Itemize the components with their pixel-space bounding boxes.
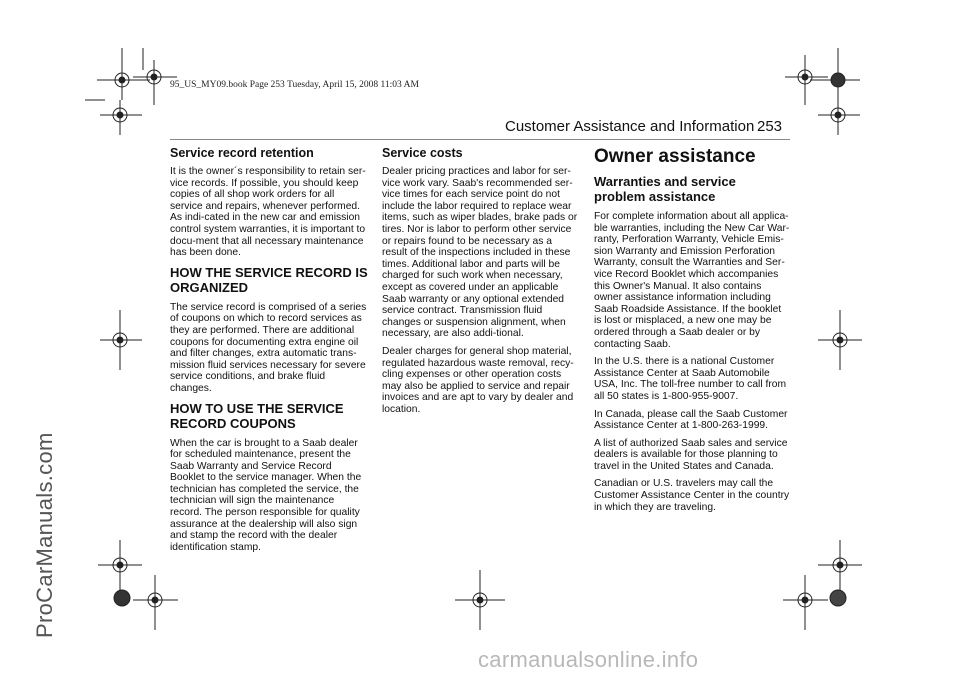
section-header-title: Customer Assistance and Information — [505, 118, 755, 135]
heading-how-to-use: HOW TO USE THE SERVICE RECORD COUPONS — [170, 400, 344, 431]
column-right — [594, 146, 790, 519]
heading-warranties: Warranties and service problem assistance — [594, 174, 736, 204]
paragraph: When the car is brought to a Saab dealer for scheduled maintenance, present the Saab Warranty and Service Record Booklet to the service manager. When the technician has completed the service, the technician will sign the maintenance record. The person responsible for quality assurance at the dealership will also sign and stamp the record with the dealer identification stamp. — [170, 437, 362, 553]
paragraph: Canadian or U.S. travelers may call the Customer Assistance Center in the country in which they are traveling. — [594, 478, 790, 513]
book-info-line: 95_US_MY09.book Page 253 Tuesday, April 15, 2008 11:03 AM — [170, 80, 419, 90]
heading-owner-assistance: Owner assistance — [594, 146, 756, 167]
side-watermark: ProCarManuals.com — [32, 432, 57, 638]
paragraph: In Canada, please call the Saab Customer Assistance Center at 1-800-263-1999. — [594, 408, 788, 432]
paragraph: A list of authorized Saab sales and service dealers is available for those planning to travel in the United States and Canada. — [594, 437, 788, 472]
paragraph: Dealer charges for general shop material, regulated hazardous waste removal, recy-cling expenses or other operation costs may also be applied to service and repair invoices and are apt to vary by dealer and location. — [382, 345, 574, 415]
column-middle — [382, 146, 578, 421]
paragraph: In the U.S. there is a national Customer Assistance Center at Saab Automobile USA, Inc. The toll-free number to call from all 50 states is 1-800-955-9007. — [594, 356, 787, 402]
column-left — [170, 146, 368, 559]
heading-how-organized: HOW THE SERVICE RECORD IS ORGANIZED — [170, 264, 368, 295]
paragraph: For complete information about all applica-ble warranties, including the New Car War-ranty, Perforation Warranty, Vehicle Emis-sion Warranty and Emission Perforation Warranty, consult the Warranties and Ser-vice Record Booklet which accompanies this Owner's Manual. It also contains owner assistance information including Saab Roadside Assistance. If the booklet is lost or misplaced, a new one may be ordered through a Saab dealer or by contacting Saab. — [594, 211, 790, 350]
heading-service-record-retention: Service record retention — [170, 146, 314, 160]
heading-service-costs: Service costs — [382, 146, 463, 160]
page-number: 253 — [757, 118, 783, 135]
paragraph: Dealer pricing practices and labor for ser-vice work vary. Saab's recommended ser-vice times for each service point do not include the labor required to replace wear items, such as wiper blades, brake pads or tires. Nor is labor to perform other service or repairs found to be necessary as a result of the inspections included in these times. Additional labor and parts will be charged for such work when necessary, except as covered under an applicable Saab warranty or any optional extended service contract. Transmission fluid changes or suspension alignment, when necessary, are also addi-tional. — [382, 166, 578, 340]
header-rule — [170, 139, 790, 140]
bottom-watermark: carmanualsonline.info — [478, 647, 699, 672]
paragraph: The service record is comprised of a series of coupons on which to record services as they are performed. There are additional coupons for documenting extra engine oil and filter changes, extra automatic trans-mission fluid services necessary for severe service conditions, and brake fluid changes. — [170, 301, 367, 394]
paragraph: It is the owner´s responsibility to retain ser-vice records. If possible, you should keep copies of all shop work orders for all service and repairs, whenever performed. As indi-cated in the new car and emission control system warranties, it is important to docu-ment that all necessary maintenance has been done. — [170, 166, 366, 259]
